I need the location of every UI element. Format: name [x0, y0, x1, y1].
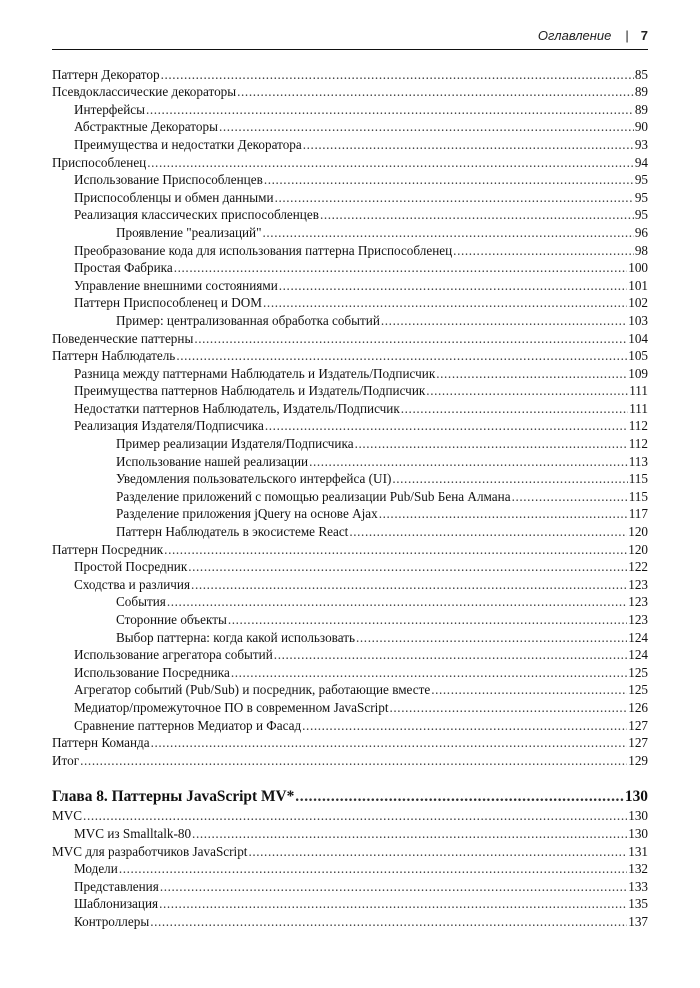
- toc-entry-page: 85: [634, 66, 648, 82]
- toc-entry: [52, 715, 648, 733]
- toc-entry-page: 123: [628, 576, 648, 592]
- toc-entry: [52, 152, 648, 170]
- toc-entry-title: Медиатор/промежуточное ПО в современном JavaScript: [74, 699, 389, 715]
- toc-entry: [52, 557, 648, 575]
- toc-entry: [52, 451, 648, 469]
- toc-entry-title: Приспособленец: [52, 154, 147, 170]
- toc-entry: [52, 911, 648, 929]
- dot-leader: [264, 172, 634, 187]
- toc-entry: [52, 363, 648, 381]
- toc-entry-page: 111: [629, 383, 648, 399]
- dot-leader: [295, 788, 624, 806]
- toc-entry-title: Абстрактные Декораторы: [74, 119, 218, 135]
- toc-entry: [52, 222, 648, 240]
- header-rule: [52, 49, 648, 50]
- dot-leader: [159, 896, 627, 911]
- toc-entry: [52, 894, 648, 912]
- toc-entry-title: Использование Посредника: [74, 664, 230, 680]
- toc-entry-title: Представления: [74, 878, 159, 894]
- dot-leader: [248, 844, 627, 859]
- toc-entry-title: Выбор паттерна: когда какой использовать: [116, 629, 356, 645]
- toc-entry-title: Уведомления пользовательского интерфейса (UI): [116, 471, 392, 487]
- toc-entry-page: 98: [634, 242, 648, 258]
- dot-leader: [191, 577, 627, 592]
- toc-entry-title: MVC из Smalltalk-80: [74, 825, 192, 841]
- toc-entry: [52, 205, 648, 223]
- toc-entry: [52, 398, 648, 416]
- toc-entry-page: 101: [628, 277, 648, 293]
- toc-entry-title: Разница между паттернами Наблюдатель и Издатель/Подписчик: [74, 365, 436, 381]
- toc-entry-page: 124: [628, 629, 648, 645]
- dot-leader: [320, 207, 634, 222]
- toc-entry-title: Шаблонизация: [74, 896, 159, 912]
- toc-entry-title: Итог: [52, 752, 80, 768]
- toc-entry-title: Преобразование кода для использования паттерна Приспособленец: [74, 242, 453, 258]
- header-separator: |: [625, 28, 629, 43]
- toc-entry-title: Паттерн Наблюдатель в экосистеме React: [116, 524, 349, 540]
- toc-entry-page: 130: [628, 808, 648, 824]
- toc-entry: [52, 433, 648, 451]
- toc-entry-page: 96: [634, 224, 648, 240]
- toc-entry-page: 123: [628, 594, 648, 610]
- toc-entry-page: 89: [634, 84, 648, 100]
- dot-leader: [453, 243, 634, 258]
- toc-entry: [52, 134, 648, 152]
- toc-entry: [52, 117, 648, 135]
- table-of-contents: [52, 64, 648, 929]
- toc-entry-title: Использование нашей реализации: [116, 453, 309, 469]
- toc-entry-page: 133: [628, 878, 648, 894]
- toc-entry-title: Приспособленцы и обмен данными: [74, 189, 274, 205]
- dot-leader: [228, 612, 627, 627]
- toc-entry: [52, 469, 648, 487]
- dot-leader: [160, 879, 627, 894]
- dot-leader: [279, 278, 627, 293]
- dot-leader: [263, 295, 627, 310]
- toc-entry-title: Проявление "реализаций": [116, 224, 262, 240]
- toc-entry-title: Преимущества и недостатки Декоратора: [74, 136, 302, 152]
- toc-entry-title: Пример реализации Издателя/Подписчика: [116, 436, 354, 452]
- dot-leader: [119, 861, 627, 876]
- toc-entry: [52, 187, 648, 205]
- toc-entry: [52, 99, 648, 117]
- toc-entry: [52, 486, 648, 504]
- dot-leader: [303, 137, 634, 152]
- toc-entry-title: MVC для разработчиков JavaScript: [52, 843, 248, 859]
- toc-entry: [52, 310, 648, 328]
- dot-leader: [349, 524, 627, 539]
- toc-entry-page: 129: [628, 752, 648, 768]
- dot-leader: [83, 808, 627, 823]
- toc-entry-page: 94: [634, 154, 648, 170]
- dot-leader: [302, 718, 627, 733]
- toc-entry-title: Разделение приложений с помощью реализации Pub/Sub Бена Алмана: [116, 488, 511, 504]
- toc-entry-title: Поведенческие паттерны: [52, 330, 194, 346]
- toc-entry-page: 132: [628, 861, 648, 877]
- toc-entry-page: 95: [634, 189, 648, 205]
- dot-leader: [194, 331, 627, 346]
- dot-leader: [231, 665, 627, 680]
- dot-leader: [381, 313, 627, 328]
- toc-entry-title: Контроллеры: [74, 913, 150, 929]
- toc-entry-title: События: [116, 594, 166, 610]
- dot-leader: [176, 348, 627, 363]
- toc-entry-page: 131: [628, 843, 648, 859]
- toc-entry: [52, 609, 648, 627]
- toc-entry: [52, 823, 648, 841]
- toc-entry-title: Паттерн Посредник: [52, 541, 164, 557]
- toc-entry-page: 130: [628, 825, 648, 841]
- toc-entry: [52, 328, 648, 346]
- toc-entry-page: 112: [628, 418, 648, 434]
- toc-entry-page: 125: [628, 682, 648, 698]
- toc-entry: [52, 539, 648, 557]
- dot-leader: [431, 682, 627, 697]
- dot-leader: [151, 735, 628, 750]
- dot-leader: [436, 366, 627, 381]
- dot-leader: [150, 914, 627, 929]
- toc-entry-page: 125: [628, 664, 648, 680]
- toc-entry-page: 137: [628, 913, 648, 929]
- toc-entry-page: 102: [628, 295, 648, 311]
- dot-leader: [265, 418, 628, 433]
- dot-leader: [161, 67, 634, 82]
- toc-entry-title: Реализация классических приспособленцев: [74, 207, 319, 223]
- dot-leader: [512, 489, 628, 504]
- toc-entry-title: MVC: [52, 808, 83, 824]
- toc-entry-page: 120: [628, 541, 648, 557]
- toc-entry: [52, 859, 648, 877]
- dot-leader: [274, 647, 627, 662]
- toc-entry-page: 127: [628, 735, 648, 751]
- toc-entry: [52, 627, 648, 645]
- toc-entry: [52, 750, 648, 768]
- dot-leader: [80, 753, 627, 768]
- toc-entry-page: 104: [628, 330, 648, 346]
- toc-entry-title: Использование Приспособленцев: [74, 172, 263, 188]
- dot-leader: [401, 401, 628, 416]
- toc-entry-title: Паттерн Приспособленец и DOM: [74, 295, 263, 311]
- toc-entry-page: 115: [628, 471, 648, 487]
- toc-chapter-entry: [52, 784, 648, 806]
- toc-entry: [52, 504, 648, 522]
- dot-leader: [379, 506, 628, 521]
- toc-entry: [52, 806, 648, 824]
- toc-entry-title: Паттерн Наблюдатель: [52, 348, 176, 364]
- toc-entry: [52, 275, 648, 293]
- toc-entry-page: 115: [628, 488, 648, 504]
- toc-entry-title: Разделение приложения jQuery на основе Ajax: [116, 506, 378, 522]
- dot-leader: [188, 559, 627, 574]
- toc-entry: [52, 876, 648, 894]
- toc-entry-page: 89: [634, 101, 648, 117]
- toc-entry-page: 113: [628, 453, 648, 469]
- toc-entry-page: 105: [628, 348, 648, 364]
- toc-entry: [52, 574, 648, 592]
- toc-entry-page: 95: [634, 207, 648, 223]
- dot-leader: [263, 225, 634, 240]
- toc-entry-title: Агрегатор событий (Pub/Sub) и посредник, работающие вместе: [74, 682, 431, 698]
- dot-leader: [392, 471, 627, 486]
- toc-entry: [52, 841, 648, 859]
- running-header: [52, 28, 648, 48]
- toc-entry-title: Простая Фабрика: [74, 260, 173, 276]
- toc-entry: [52, 733, 648, 751]
- dot-leader: [356, 630, 627, 645]
- dot-leader: [219, 119, 634, 134]
- dot-leader: [167, 594, 627, 609]
- toc-entry: [52, 645, 648, 663]
- toc-entry-page: 122: [628, 559, 648, 575]
- dot-leader: [426, 383, 628, 398]
- dot-leader: [390, 700, 628, 715]
- toc-entry-title: Паттерн Команда: [52, 735, 150, 751]
- toc-entry-page: 111: [629, 400, 648, 416]
- toc-entry-page: 95: [634, 172, 648, 188]
- toc-entry-title: Использование агрегатора событий: [74, 647, 273, 663]
- toc-entry: [52, 521, 648, 539]
- toc-entry-title: Сторонние объекты: [116, 612, 227, 627]
- toc-entry: [52, 293, 648, 311]
- toc-entry-page: 123: [628, 612, 648, 627]
- toc-entry-page: 127: [628, 717, 648, 733]
- toc-entry-title: Недостатки паттернов Наблюдатель, Издатель/Подписчик: [74, 400, 400, 416]
- toc-entry-page: 109: [628, 365, 648, 381]
- toc-entry: [52, 170, 648, 188]
- toc-entry-title: Пример: централизованная обработка событий: [116, 312, 380, 328]
- toc-entry: [52, 240, 648, 258]
- toc-entry-title: Сравнение паттернов Медиатор и Фасад: [74, 717, 302, 733]
- toc-entry-title: Управление внешними состояниями: [74, 277, 278, 293]
- dot-leader: [355, 436, 628, 451]
- toc-entry-page: 103: [628, 312, 648, 328]
- dot-leader: [164, 542, 627, 557]
- toc-entry-title: Модели: [74, 861, 118, 877]
- toc-entry-page: 135: [628, 896, 648, 912]
- dot-leader: [237, 84, 634, 99]
- toc-entry-page: 112: [628, 436, 648, 452]
- dot-leader: [146, 102, 634, 117]
- toc-entry: [52, 64, 648, 82]
- toc-entry: [52, 346, 648, 364]
- toc-entry-page: 93: [634, 136, 648, 152]
- toc-entry: [52, 82, 648, 100]
- dot-leader: [275, 190, 634, 205]
- toc-entry-title: Простой Посредник: [74, 559, 188, 575]
- toc-entry-title: Интерфейсы: [74, 101, 145, 117]
- toc-entry: [52, 662, 648, 680]
- toc-entry: [52, 381, 648, 399]
- dot-leader: [147, 155, 634, 170]
- toc-entry-page: 100: [628, 260, 648, 276]
- toc-entry-title: Псевдоклассические декораторы: [52, 84, 237, 100]
- section-title: Оглавление: [537, 28, 612, 43]
- toc-entry: [52, 592, 648, 610]
- toc-entry: [52, 680, 648, 698]
- toc-entry-title: Реализация Издателя/Подписчика: [74, 418, 264, 434]
- toc-entry: [52, 258, 648, 276]
- toc-entry-page: 90: [634, 119, 648, 135]
- toc-entry-page: 117: [628, 506, 648, 522]
- toc-entry-page: 124: [628, 647, 648, 663]
- toc-entry-title: Паттерн Декоратор: [52, 66, 160, 82]
- dot-leader: [192, 826, 627, 841]
- toc-entry-page: 120: [628, 524, 648, 540]
- dot-leader: [309, 454, 628, 469]
- toc-entry-title: Глава 8. Паттерны JavaScript MV*: [52, 787, 295, 805]
- page-number: 7: [640, 28, 648, 43]
- toc-entry-title: Сходства и различия: [74, 576, 191, 592]
- toc-entry: [52, 697, 648, 715]
- toc-entry-title: Преимущества паттернов Наблюдатель и Издатель/Подписчик: [74, 383, 426, 399]
- toc-entry-page: 130: [624, 787, 648, 805]
- toc-entry-page: 126: [628, 699, 648, 715]
- dot-leader: [174, 260, 627, 275]
- toc-entry: [52, 416, 648, 434]
